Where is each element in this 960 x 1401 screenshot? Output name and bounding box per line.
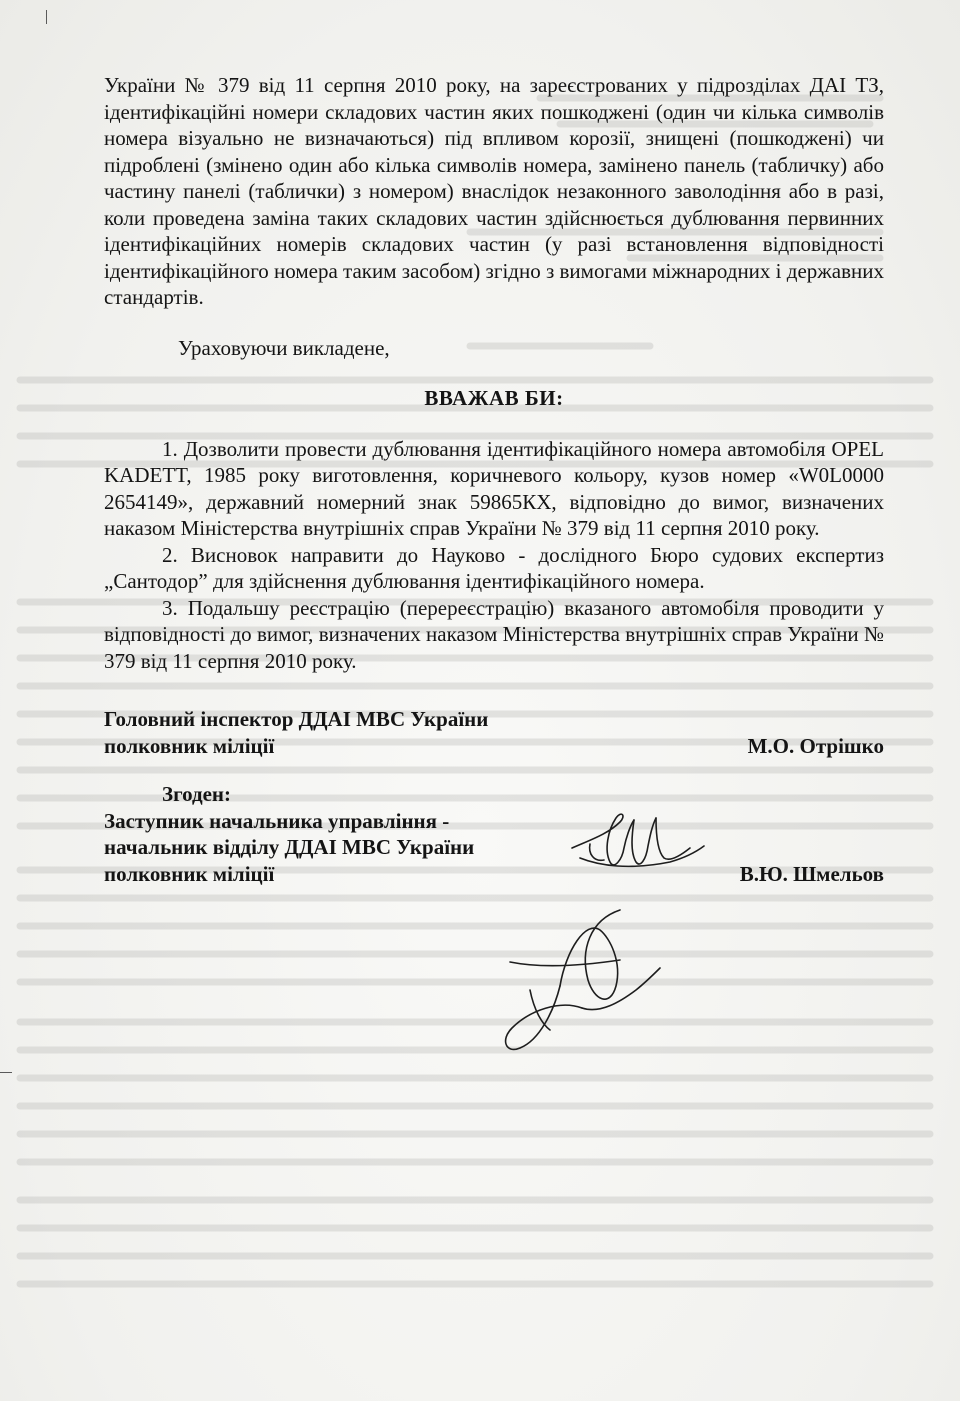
decision-item: 3. Подальшу реєстрацію (перереєстрацію) вказаного автомобіля проводити у відповідності до вимог, визначених наказом Міністерства внутрішніх справ України № 379 від 11 серпня 2010 року. bbox=[104, 595, 884, 673]
decision-list bbox=[104, 436, 884, 675]
intro-paragraph: України № 379 від 11 серпня 2010 року, на зареєстрованих у підрозділах ДАІ ТЗ, ідентифікаційні номери складових частин яких пошкоджені (один чи кілька символів номера візуально не визначаються) під впливом корозії, знищені (пошкоджені) чи підроблені (змінено один або кілька символів номера, замінено панель (табличку) або частину панелі (таблички) з номером) внаслідок незаконного заволодіння або в разі, коли проведена заміна таких складових частин здійснюється дублювання первинних ідентифікаційних номерів складових частин (у разі встановлення відповідності ідентифікаційного номера таким засобом) згідно з вимогами міжнародних і державних стандартів. bbox=[104, 73, 884, 309]
document-body bbox=[104, 72, 884, 887]
signatory-name: М.О. Отрішко bbox=[747, 733, 884, 758]
considering-line: Ураховуючи викладене, bbox=[178, 335, 390, 360]
scan-edge-mark bbox=[46, 10, 47, 24]
decision-item: 2. Висновок направити до Науково - дослідного Бюро судових експертиз „Сантодор” для здійснення дублювання ідентифікаційного номера. bbox=[104, 542, 884, 593]
signatory-position: Головний інспектор ДДАІ МВС України bbox=[104, 707, 489, 731]
decision-item: 1. Дозволити провести дублювання ідентифікаційного номера автомобіля OPEL KADETT, 1985 року виготовлення, коричневого кольору, кузов номер «W0L0000 2654149», державний номерний знак 59865КХ, відповідно до вимог, визначених наказом Міністерства внутрішніх справ України № 379 від 11 серпня 2010 року. bbox=[104, 436, 884, 540]
signature-block-deputy-head bbox=[104, 808, 884, 888]
conclusion-heading: ВВАЖАВ БИ: bbox=[424, 386, 564, 410]
signatory-rank: полковник міліції bbox=[104, 733, 275, 758]
signature-block-chief-inspector bbox=[104, 706, 884, 759]
signatory-name: В.Ю. Шмельов bbox=[739, 861, 884, 886]
handwritten-signature bbox=[470, 890, 670, 1060]
agreed-label: Згоден: bbox=[162, 782, 232, 806]
signatory-rank: полковник міліції bbox=[104, 861, 275, 886]
scan-edge-mark bbox=[0, 1072, 12, 1073]
signatory-position: Заступник начальника управління - bbox=[104, 808, 450, 833]
signatory-position: начальник відділу ДДАІ МВС України bbox=[104, 835, 475, 859]
